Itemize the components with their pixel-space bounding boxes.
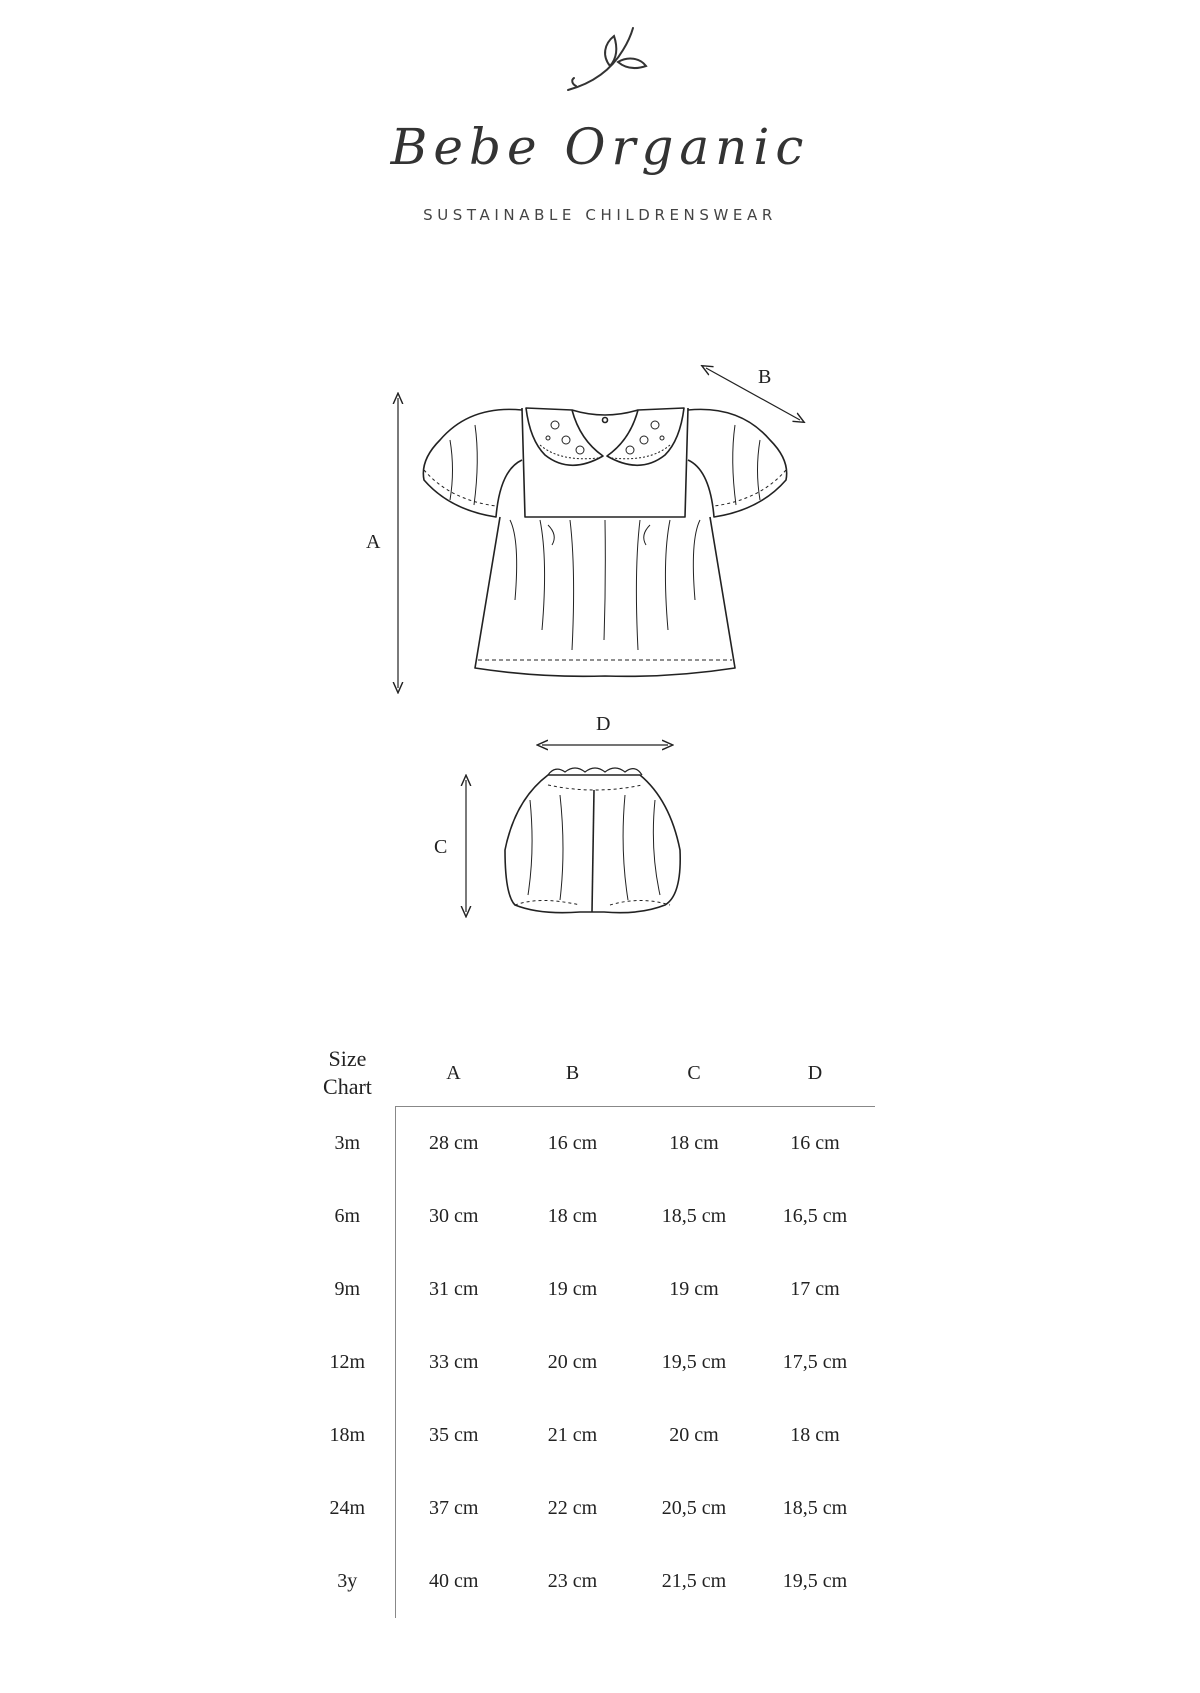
size-label: 6m bbox=[300, 1180, 395, 1253]
size-label: 18m bbox=[300, 1399, 395, 1472]
table-cell: 21 cm bbox=[547, 1424, 598, 1446]
table-cell: 20 cm bbox=[547, 1351, 598, 1373]
size-label: 24m bbox=[300, 1472, 395, 1545]
top-icon bbox=[423, 408, 786, 676]
label-c: C bbox=[434, 836, 448, 858]
table-cell: 22 cm bbox=[547, 1497, 598, 1519]
measure-b-arrow bbox=[706, 368, 800, 420]
table-cell: 33 cm bbox=[429, 1351, 479, 1373]
label-b: B bbox=[758, 366, 772, 388]
table-cell: 16 cm bbox=[547, 1132, 598, 1154]
size-label: 12m bbox=[300, 1326, 395, 1399]
table-cell: 37 cm bbox=[429, 1497, 479, 1519]
table-cell: 18,5 cm bbox=[661, 1205, 727, 1227]
label-d: D bbox=[596, 713, 611, 735]
column-header-a: A bbox=[395, 1040, 512, 1107]
size-chart-title bbox=[300, 1040, 395, 1107]
table-cell: 30 cm bbox=[429, 1205, 479, 1227]
table-cell: 18 cm bbox=[790, 1424, 840, 1446]
table-row bbox=[300, 1107, 875, 1181]
table-cell: 28 cm bbox=[429, 1132, 479, 1154]
table-cell: 21,5 cm bbox=[661, 1570, 727, 1592]
table-cell: 35 cm bbox=[429, 1424, 479, 1446]
size-label: 9m bbox=[300, 1253, 395, 1326]
table-cell: 19 cm bbox=[669, 1278, 719, 1300]
size-label: 3m bbox=[300, 1107, 395, 1181]
table-cell: 16 cm bbox=[790, 1132, 840, 1154]
table-cell: 17,5 cm bbox=[782, 1351, 848, 1373]
table-cell: 20,5 cm bbox=[661, 1497, 727, 1519]
table-cell: 17 cm bbox=[790, 1278, 840, 1300]
table-row bbox=[300, 1253, 875, 1326]
table-row bbox=[300, 1326, 875, 1399]
column-header-d: D bbox=[755, 1040, 875, 1107]
table-cell: 31 cm bbox=[429, 1278, 479, 1300]
table-cell: 23 cm bbox=[547, 1570, 598, 1592]
size-chart-table bbox=[300, 1040, 875, 1618]
table-row bbox=[300, 1545, 875, 1618]
table-cell: 19 cm bbox=[547, 1278, 598, 1300]
table-cell: 18 cm bbox=[547, 1205, 598, 1227]
table-row bbox=[300, 1399, 875, 1472]
table-cell: 40 cm bbox=[429, 1570, 479, 1592]
table-cell: 18 cm bbox=[669, 1132, 719, 1154]
table-cell: 19,5 cm bbox=[661, 1351, 727, 1373]
size-chart-title-line1: Size bbox=[328, 1046, 367, 1072]
bloomers-icon bbox=[505, 768, 680, 913]
size-chart-title-line2: Chart bbox=[323, 1074, 372, 1100]
table-cell: 16,5 cm bbox=[782, 1205, 848, 1227]
table-cell: 18,5 cm bbox=[782, 1497, 848, 1519]
table-cell: 20 cm bbox=[669, 1424, 719, 1446]
brand-wordmark: Bebe Organic bbox=[390, 118, 810, 176]
column-header-b: B bbox=[512, 1040, 633, 1107]
table-cell: 19,5 cm bbox=[782, 1570, 848, 1592]
label-a: A bbox=[366, 531, 381, 553]
table-row bbox=[300, 1180, 875, 1253]
brand-tagline: SUSTAINABLE CHILDRENSWEAR bbox=[423, 206, 777, 224]
table-row bbox=[300, 1472, 875, 1545]
size-chart-header-row bbox=[300, 1040, 875, 1107]
column-header-c: C bbox=[633, 1040, 755, 1107]
size-label: 3y bbox=[300, 1545, 395, 1618]
